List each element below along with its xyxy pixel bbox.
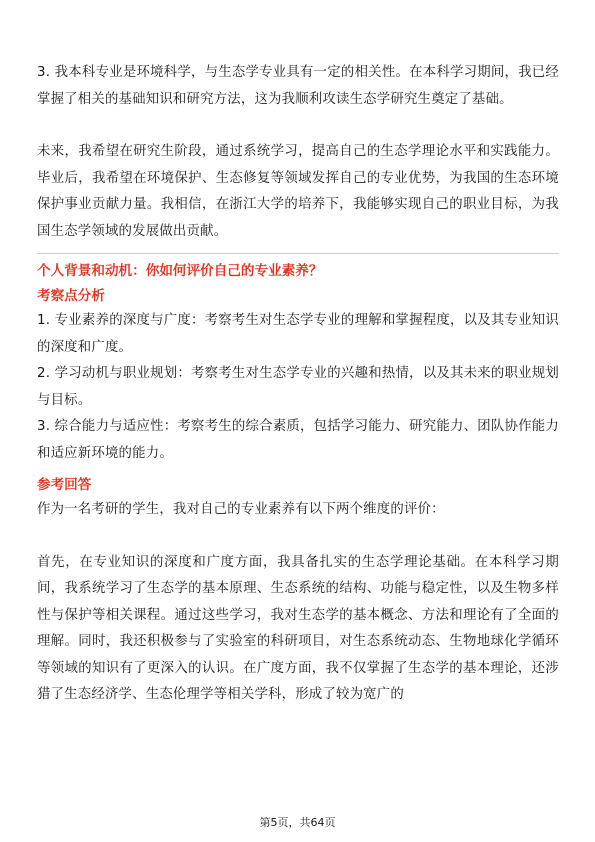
analysis-item-3: 3. 综合能力与适应性：考察考生的综合素质，包括学习能力、研究能力、团队协作能力和适应新环境的能力。: [37, 419, 559, 461]
analysis-item-1: 1. 专业素养的深度与广度：考察考生对生态学专业的理解和掌握程度，以及其专业知识的深度和广度。: [37, 313, 559, 355]
intro-paragraph-2: 未来，我希望在研究生阶段，通过系统学习，提高自己的生态学理论水平和实践能力。毕业后，我希望在环境保护、生态修复等领域发挥自己的专业优势，为我国的生态环境保护事业贡献力量。我相信，在浙江大学的培养下，我能够实现自己的职业目标，为我国生态学领域的发展做出贡献。: [37, 144, 559, 239]
question-heading: 个人背景和动机：你如何评价自己的专业素养？: [37, 263, 323, 279]
section-divider: [37, 253, 559, 254]
analysis-label: 考察点分析: [37, 288, 105, 304]
answer-label: 参考回答: [37, 477, 92, 493]
answer-opening: 作为一名考研的学生，我对自己的专业素养有以下两个维度的评价：: [37, 502, 445, 517]
intro-paragraph-1: 3. 我本科专业是环境科学，与生态学专业具有一定的相关性。在本科学习期间，我已经掌握了相关的基础知识和研究方法，这为我顺利攻读生态学研究生奠定了基础。: [37, 65, 559, 107]
page-number: 第5页，共64页: [259, 816, 336, 829]
page-content: [37, 60, 559, 709]
analysis-item-2: 2. 学习动机与职业规划：考察考生对生态学专业的兴趣和热情，以及其未来的职业规划与目标。: [37, 366, 559, 408]
answer-body: 首先，在专业知识的深度和广度方面，我具备扎实的生态学理论基础。在本科学习期间，我系统学习了生态学的基本原理、生态系统的结构、功能与稳定性，以及生物多样性与保护等相关课程。通过这些学习，我对生态学的基本概念、方法和理论有了全面的理解。同时，我还积极参与了实验室的科研项目，对生态系统动态、生物地球化学循环等领域的知识有了更深入的认识。在广度方面，我不仅掌握了生态学的基本理论，还涉猎了生态经济学、生态伦理学等相关学科，形成了较为宽广的: [37, 554, 559, 702]
paragraph-spacer: [37, 113, 559, 139]
paragraph-spacer: [37, 524, 559, 550]
